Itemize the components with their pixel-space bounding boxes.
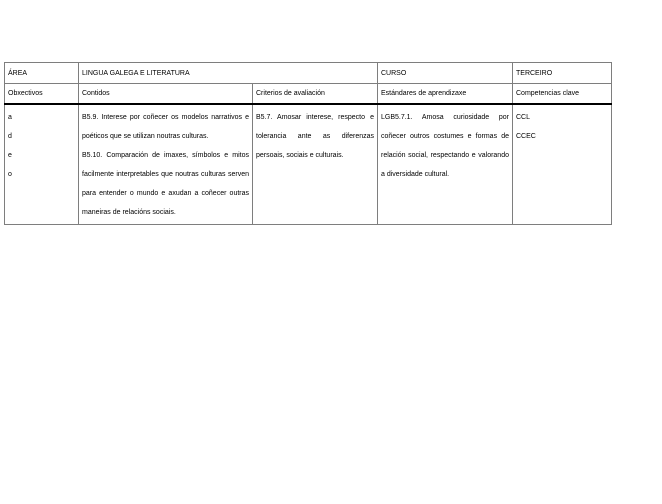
obxectivo-item: o bbox=[8, 171, 12, 178]
contido-paragraph: B5.9. Interese por coñecer os modelos narrativos e poéticos que se utilizan noutras culturas. bbox=[82, 114, 249, 140]
curso-label-cell bbox=[378, 63, 513, 84]
column-header-contidos: Contidos bbox=[79, 84, 253, 105]
area-label-cell bbox=[5, 63, 79, 84]
table-header-row-area bbox=[5, 63, 612, 84]
table-header-row-columns bbox=[5, 84, 612, 105]
criterio-paragraph: B5.7. Amosar interese, respecto e tolerancia ante as diferenzas persoais, sociais e culturais. bbox=[256, 114, 374, 159]
area-value-cell bbox=[79, 63, 378, 84]
contido-paragraph: B5.10. Comparación de imaxes, símbolos e mitos facilmente interpretables que noutras culturas serven para entender o mundo e axudan a coñecer outras maneiras de relacións sociais. bbox=[82, 152, 249, 216]
competencias-cell bbox=[513, 104, 612, 225]
column-header-obxectivos: Obxectivos bbox=[5, 84, 79, 105]
table-body-row bbox=[5, 104, 612, 225]
curriculum-table bbox=[4, 62, 612, 225]
criterios-cell bbox=[253, 104, 378, 225]
column-header-criterios: Criterios de avaliación bbox=[253, 84, 378, 105]
area-label: ÁREA bbox=[8, 69, 28, 77]
competencia-item: CCEC bbox=[516, 133, 536, 140]
contidos-cell bbox=[79, 104, 253, 225]
column-header-competencias: Competencias clave bbox=[513, 84, 612, 105]
curso-label: CURSO bbox=[381, 69, 407, 77]
obxectivo-item: e bbox=[8, 152, 12, 159]
obxectivo-item: d bbox=[8, 133, 12, 140]
competencia-item: CCL bbox=[516, 114, 531, 121]
column-header-estandares: Estándares de aprendizaxe bbox=[378, 84, 513, 105]
estandar-paragraph: LGB5.7.1. Amosa curiosidade por coñecer outros costumes e formas de relación social, respectando e valorando a diversidade cultural. bbox=[381, 114, 509, 178]
obxectivo-item: a bbox=[8, 114, 12, 121]
curso-value-cell bbox=[513, 63, 612, 84]
estandares-cell bbox=[378, 104, 513, 225]
area-value: LINGUA GALEGA E LITERATURA bbox=[82, 69, 190, 77]
obxectivos-cell bbox=[5, 104, 79, 225]
curso-value: TERCEIRO bbox=[516, 69, 553, 77]
